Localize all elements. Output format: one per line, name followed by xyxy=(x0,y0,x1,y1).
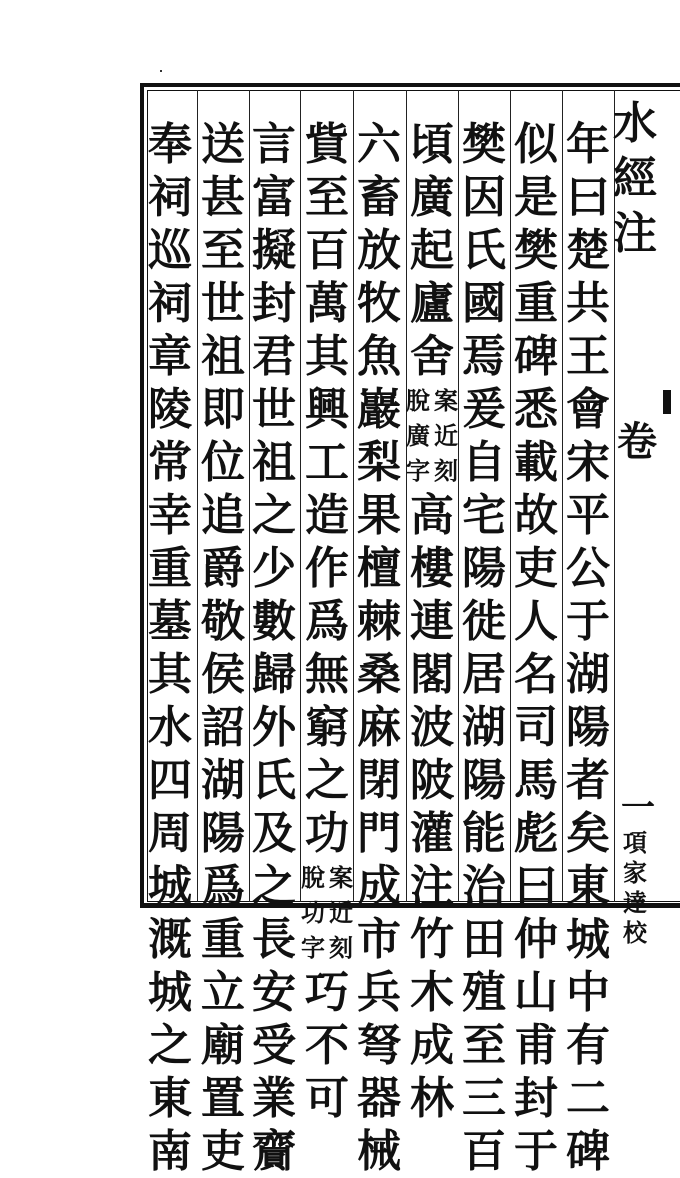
editor-char: 家 xyxy=(623,858,647,887)
glyph: 碑 xyxy=(514,331,558,382)
glyph: 甚 xyxy=(201,172,245,223)
glyph: 成 xyxy=(410,1020,454,1071)
note-glyph: 脫 xyxy=(301,863,325,892)
title-char: 經 xyxy=(613,153,657,204)
block-heart xyxy=(603,90,668,947)
glyph: 市 xyxy=(357,914,401,965)
glyph: 甫 xyxy=(514,1020,558,1071)
glyph: 舍 xyxy=(410,331,454,382)
glyph: 城 xyxy=(566,914,610,965)
note-subcolumn-right xyxy=(328,860,354,966)
glyph: 富 xyxy=(252,172,296,223)
glyph: 桑 xyxy=(357,649,401,700)
book-title xyxy=(613,96,657,261)
glyph: 自 xyxy=(462,437,506,488)
glyph: 焉 xyxy=(462,331,506,382)
glyph: 祠 xyxy=(148,172,192,223)
glyph: 百 xyxy=(305,225,349,276)
glyph: 畜 xyxy=(357,172,401,223)
glyph: 檀 xyxy=(357,543,401,594)
glyph: 貲 xyxy=(305,119,349,170)
glyph: 數 xyxy=(252,596,296,647)
fish-tail-mark xyxy=(663,390,671,414)
glyph: 梨 xyxy=(357,437,401,488)
glyph: 之 xyxy=(252,490,296,541)
glyph: 無 xyxy=(305,649,349,700)
glyph: 山 xyxy=(514,967,558,1018)
glyph: 至 xyxy=(462,1020,506,1071)
glyph: 林 xyxy=(410,1073,454,1124)
note-glyph: 刻 xyxy=(329,933,353,962)
glyph: 百 xyxy=(462,1126,506,1177)
glyph: 詔 xyxy=(201,702,245,753)
glyph: 功 xyxy=(305,808,349,859)
text-column xyxy=(244,118,304,1178)
glyph: 麻 xyxy=(357,702,401,753)
glyph: 樓 xyxy=(410,543,454,594)
glyph: 湖 xyxy=(462,702,506,753)
glyph: 器 xyxy=(357,1073,401,1124)
glyph: 閣 xyxy=(410,649,454,700)
glyph: 業 xyxy=(252,1073,296,1124)
glyph: 少 xyxy=(252,543,296,594)
glyph: 其 xyxy=(305,331,349,382)
interlinear-note xyxy=(299,860,355,966)
glyph: 彪 xyxy=(514,808,558,859)
glyph: 是 xyxy=(514,172,558,223)
glyph: 封 xyxy=(514,1073,558,1124)
editor-char: 校 xyxy=(623,918,647,947)
text-column xyxy=(349,118,409,1178)
glyph: 故 xyxy=(514,490,558,541)
glyph: 果 xyxy=(357,490,401,541)
glyph: 廟 xyxy=(201,1020,245,1071)
glyph: 之 xyxy=(305,755,349,806)
glyph: 波 xyxy=(410,702,454,753)
glyph: 居 xyxy=(462,649,506,700)
title-char: 水 xyxy=(613,98,657,149)
glyph: 重 xyxy=(148,543,192,594)
glyph: 樊 xyxy=(462,119,506,170)
glyph: 置 xyxy=(201,1073,245,1124)
glyph: 吏 xyxy=(514,543,558,594)
glyph: 楚 xyxy=(566,225,610,276)
glyph: 位 xyxy=(201,437,245,488)
glyph: 奉 xyxy=(148,119,192,170)
interlinear-note xyxy=(404,383,460,489)
glyph: 侯 xyxy=(201,649,245,700)
glyph: 因 xyxy=(462,172,506,223)
note-glyph: 字 xyxy=(406,456,430,485)
glyph: 樊 xyxy=(514,225,558,276)
glyph: 田 xyxy=(462,914,506,965)
glyph: 悉 xyxy=(514,384,558,435)
glyph: 三 xyxy=(462,1073,506,1124)
text-column xyxy=(402,118,462,1125)
glyph: 送 xyxy=(201,119,245,170)
glyph: 棘 xyxy=(357,596,401,647)
glyph: 氏 xyxy=(462,225,506,276)
glyph: 治 xyxy=(462,861,506,912)
glyph: 祖 xyxy=(201,331,245,382)
note-glyph: 字 xyxy=(301,933,325,962)
glyph: 窮 xyxy=(305,702,349,753)
glyph: 年 xyxy=(566,119,610,170)
glyph: 爲 xyxy=(305,596,349,647)
glyph: 之 xyxy=(252,861,296,912)
glyph: 牧 xyxy=(357,278,401,329)
note-glyph: 案 xyxy=(329,863,353,892)
glyph: 中 xyxy=(566,967,610,1018)
glyph: 殖 xyxy=(462,967,506,1018)
glyph: 陽 xyxy=(462,755,506,806)
glyph: 墓 xyxy=(148,596,192,647)
glyph: 宋 xyxy=(566,437,610,488)
glyph: 敬 xyxy=(201,596,245,647)
note-glyph: 脫 xyxy=(406,386,430,415)
glyph: 湖 xyxy=(201,755,245,806)
glyph: 追 xyxy=(201,490,245,541)
glyph: 重 xyxy=(514,278,558,329)
note-glyph: 功 xyxy=(301,898,325,927)
glyph: 弩 xyxy=(357,1020,401,1071)
glyph: 南 xyxy=(148,1126,192,1177)
glyph: 械 xyxy=(357,1126,401,1177)
glyph: 仲 xyxy=(514,914,558,965)
glyph: 陂 xyxy=(410,755,454,806)
page-number: 一 xyxy=(621,788,655,828)
glyph: 長 xyxy=(252,914,296,965)
title-char: 注 xyxy=(613,208,657,259)
glyph: 祠 xyxy=(148,278,192,329)
note-glyph: 案 xyxy=(434,386,458,415)
glyph: 高 xyxy=(410,490,454,541)
glyph: 于 xyxy=(566,596,610,647)
text-column xyxy=(454,118,514,1178)
text-column xyxy=(140,118,200,1178)
glyph: 載 xyxy=(514,437,558,488)
glyph: 作 xyxy=(305,543,349,594)
glyph: 曰 xyxy=(566,172,610,223)
glyph: 封 xyxy=(252,278,296,329)
glyph: 爰 xyxy=(462,384,506,435)
glyph: 安 xyxy=(252,967,296,1018)
glyph: 陽 xyxy=(201,808,245,859)
note-glyph: 近 xyxy=(329,898,353,927)
glyph: 巧 xyxy=(305,967,349,1018)
glyph: 注 xyxy=(410,861,454,912)
glyph: 工 xyxy=(305,437,349,488)
glyph: 閉 xyxy=(357,755,401,806)
glyph: 城 xyxy=(148,861,192,912)
glyph: 廬 xyxy=(410,278,454,329)
glyph: 放 xyxy=(357,225,401,276)
text-column xyxy=(297,118,357,1125)
glyph: 矣 xyxy=(566,808,610,859)
glyph: 章 xyxy=(148,331,192,382)
glyph: 會 xyxy=(566,384,610,435)
glyph: 可 xyxy=(305,1073,349,1124)
glyph: 成 xyxy=(357,861,401,912)
glyph: 東 xyxy=(566,861,610,912)
glyph: 于 xyxy=(514,1126,558,1177)
glyph: 曰 xyxy=(514,861,558,912)
glyph: 常 xyxy=(148,437,192,488)
editor-char: 達 xyxy=(623,888,647,917)
glyph: 灌 xyxy=(410,808,454,859)
glyph: 其 xyxy=(148,649,192,700)
note-glyph: 刻 xyxy=(434,456,458,485)
glyph: 共 xyxy=(566,278,610,329)
glyph: 君 xyxy=(252,331,296,382)
glyph: 氏 xyxy=(252,755,296,806)
glyph: 陽 xyxy=(566,702,610,753)
glyph: 人 xyxy=(514,596,558,647)
glyph: 祖 xyxy=(252,437,296,488)
glyph: 立 xyxy=(201,967,245,1018)
glyph: 世 xyxy=(252,384,296,435)
note-subcolumn-right xyxy=(433,383,459,489)
glyph: 頃 xyxy=(410,119,454,170)
juan-label: 卷 xyxy=(617,418,657,465)
glyph: 巡 xyxy=(148,225,192,276)
glyph: 陵 xyxy=(148,384,192,435)
glyph: 能 xyxy=(462,808,506,859)
editor-credit xyxy=(623,828,647,948)
glyph: 受 xyxy=(252,1020,296,1071)
glyph: 碑 xyxy=(566,1126,610,1177)
glyph: 周 xyxy=(148,808,192,859)
glyph: 至 xyxy=(305,172,349,223)
glyph: 起 xyxy=(410,225,454,276)
glyph: 東 xyxy=(148,1073,192,1124)
editor-char: 項 xyxy=(623,828,647,857)
stray-mark xyxy=(160,70,162,72)
glyph: 國 xyxy=(462,278,506,329)
glyph: 廣 xyxy=(410,172,454,223)
glyph: 魚 xyxy=(357,331,401,382)
glyph: 幸 xyxy=(148,490,192,541)
glyph: 擬 xyxy=(252,225,296,276)
glyph: 造 xyxy=(305,490,349,541)
glyph: 歸 xyxy=(252,649,296,700)
glyph: 名 xyxy=(514,649,558,700)
glyph: 興 xyxy=(305,384,349,435)
glyph: 即 xyxy=(201,384,245,435)
note-glyph: 近 xyxy=(434,421,458,450)
glyph: 至 xyxy=(201,225,245,276)
glyph: 門 xyxy=(357,808,401,859)
glyph: 王 xyxy=(566,331,610,382)
glyph: 巖 xyxy=(357,384,401,435)
glyph: 者 xyxy=(566,755,610,806)
glyph: 木 xyxy=(410,967,454,1018)
glyph: 及 xyxy=(252,808,296,859)
glyph: 萬 xyxy=(305,278,349,329)
glyph: 陽 xyxy=(462,543,506,594)
glyph: 連 xyxy=(410,596,454,647)
glyph: 宅 xyxy=(462,490,506,541)
glyph: 溉 xyxy=(148,914,192,965)
glyph: 不 xyxy=(305,1020,349,1071)
glyph: 竹 xyxy=(410,914,454,965)
note-glyph: 廣 xyxy=(406,421,430,450)
text-column xyxy=(193,118,253,1178)
glyph: 爲 xyxy=(201,861,245,912)
glyph: 城 xyxy=(148,967,192,1018)
glyph: 有 xyxy=(566,1020,610,1071)
glyph: 司 xyxy=(514,702,558,753)
glyph: 爵 xyxy=(201,543,245,594)
glyph: 二 xyxy=(566,1073,610,1124)
glyph: 世 xyxy=(201,278,245,329)
glyph: 言 xyxy=(252,119,296,170)
glyph: 重 xyxy=(201,914,245,965)
glyph: 兵 xyxy=(357,967,401,1018)
glyph: 之 xyxy=(148,1020,192,1071)
glyph: 齎 xyxy=(252,1126,296,1177)
glyph: 外 xyxy=(252,702,296,753)
glyph: 公 xyxy=(566,543,610,594)
glyph: 似 xyxy=(514,119,558,170)
glyph: 水 xyxy=(148,702,192,753)
glyph: 馬 xyxy=(514,755,558,806)
glyph: 吏 xyxy=(201,1126,245,1177)
glyph: 四 xyxy=(148,755,192,806)
glyph: 平 xyxy=(566,490,610,541)
glyph: 徙 xyxy=(462,596,506,647)
glyph: 湖 xyxy=(566,649,610,700)
text-column xyxy=(506,118,566,1178)
glyph: 六 xyxy=(357,119,401,170)
